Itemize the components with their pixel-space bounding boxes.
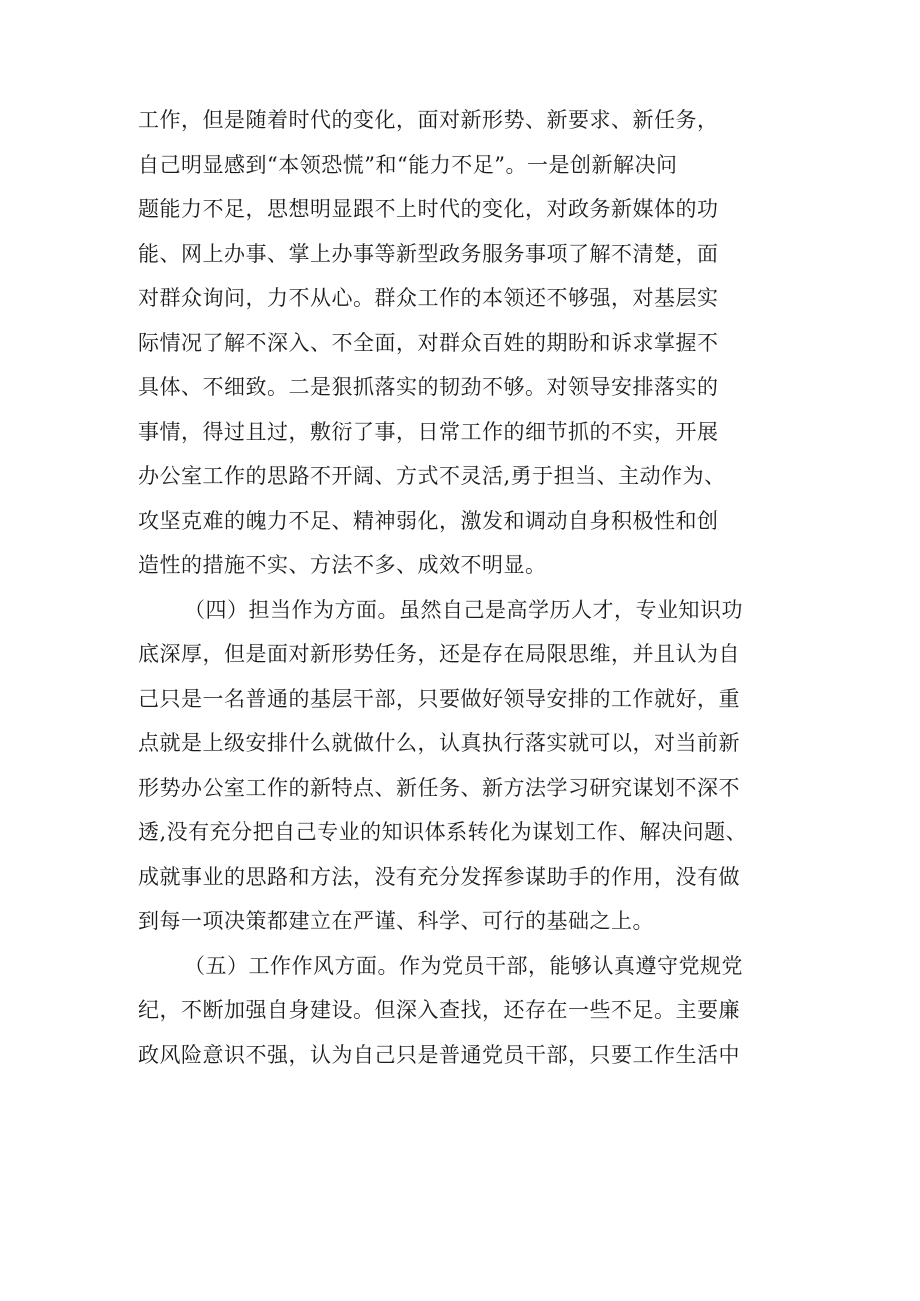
text-line: 己只是一名普通的基层干部，只要做好领导安排的工作就好，重 <box>138 686 740 711</box>
paragraph-section-five <box>138 944 790 1078</box>
paragraph-continuation <box>138 98 790 588</box>
text-line: 形势办公室工作的新特点、新任务、新方法学习研究谋划不深不 <box>138 775 740 800</box>
text-line: 底深厚，但是面对新形势任务，还是存在局限思维，并且认为自 <box>138 642 740 666</box>
text-line: 纪，不断加强自身建设。但深入查找，还存在一些不足。主要廉 <box>138 998 740 1022</box>
text-line: 造性的措施不实、方法不多、成效不明显。 <box>138 553 547 577</box>
text-line: 能、网上办事、掌上办事等新型政务服务事项了解不清楚，面 <box>138 241 719 266</box>
text-line: 对群众询问，力不从心。群众工作的本领还不够强，对基层实 <box>138 286 719 310</box>
text-line: 题能力不足，思想明显跟不上时代的变化，对政务新媒体的功 <box>138 197 719 221</box>
text-line: 成就事业的思路和方法，没有充分发挥参谋助手的作用，没有做 <box>138 864 740 889</box>
text-line: 事情，得过且过，敷衍了事，日常工作的细节抓的不实，开展 <box>138 419 719 444</box>
paragraph-section-four <box>138 588 790 944</box>
text-line: 具体、不细致。二是狠抓落实的韧劲不够。对领导安排落实的 <box>138 375 719 399</box>
document-body <box>138 98 790 1077</box>
text-line: 攻坚克难的魄力不足、精神弱化，激发和调动自身积极性和创 <box>138 508 719 533</box>
text-line: 际情况了解不深入、不全面，对群众百姓的期盼和诉求掌握不 <box>138 330 719 355</box>
text-line: 点就是上级安排什么就做什么，认真执行落实就可以，对当前新 <box>138 731 740 755</box>
text-line: 透,没有充分把自己专业的知识体系转化为谋划工作、解决问题、 <box>138 820 748 844</box>
text-line: 政风险意识不强，认为自己只是普通党员干部，只要工作生活中 <box>138 1042 740 1067</box>
text-line-first: （四）担当作为方面。虽然自己是高学历人才，专业知识功 <box>184 597 743 622</box>
text-line: 到每一项决策都建立在严谨、科学、可行的基础之上。 <box>138 909 654 933</box>
text-line: 办公室工作的思路不开阔、方式不灵活,勇于担当、主动作为、 <box>138 464 726 488</box>
text-line: 自己明显感到“本领恐慌”和“能力不足”。一是创新解决问 <box>138 152 678 177</box>
text-line: 工作，但是随着时代的变化，面对新形势、新要求、新任务， <box>138 108 719 132</box>
text-line-first: （五）工作作风方面。作为党员干部，能够认真遵守党规党 <box>184 953 743 978</box>
